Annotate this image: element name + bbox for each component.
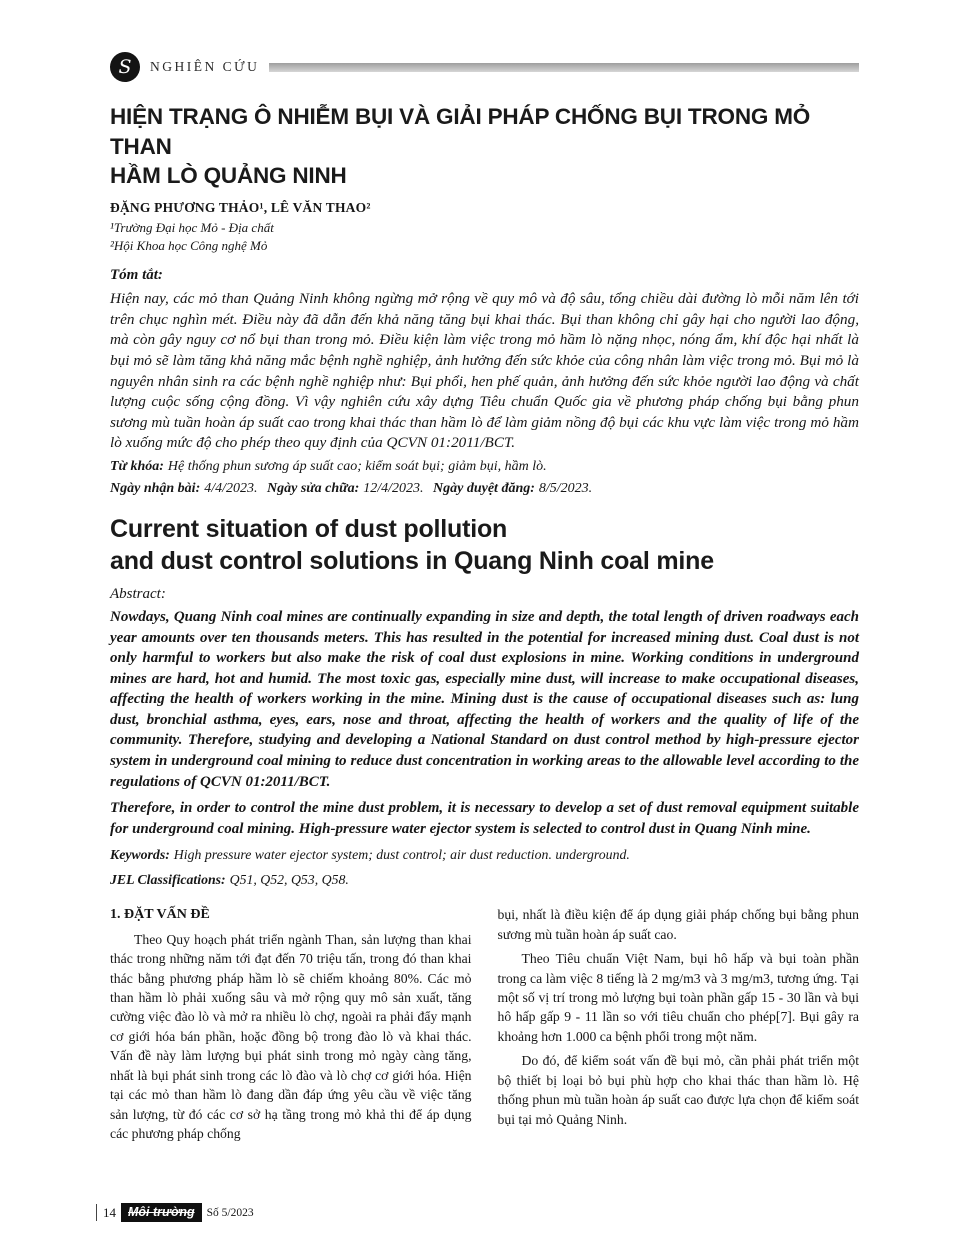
jel-label: JEL Classifications:	[110, 872, 226, 888]
date-received	[110, 481, 258, 496]
keywords-vi-line	[110, 457, 859, 476]
keywords-en-label: Keywords:	[110, 847, 170, 863]
affiliation-2: ²Hội Khoa học Công nghệ Mỏ	[110, 237, 268, 253]
footer-rule	[96, 1204, 97, 1221]
affiliations-block	[110, 219, 859, 254]
issue-label: Số 5/2023	[206, 1206, 254, 1219]
date-accepted-value: 8/5/2023.	[538, 480, 593, 496]
page-footer	[96, 1203, 254, 1222]
body-paragraph: Theo Quy hoạch phát triển ngành Than, sản lượng than khai thác trong những năm tới đạt đến 70 triệu tấn, trong đó than khai thác bằng phương pháp hầm lò sẽ chiếm khoảng 80%. Các mỏ than hầm lò phải xuống sâu và mở rộng quy mô sản xuất, tăng cường việc đào lò và mở ra nhiều lò chợ, ngoài ra phải đẩy mạnh cơ giới hóa bán phần, hoặc đồng bộ trong đào lò và khai thác. Vấn đề này làm lượng bụi phát sinh trong mỏ ngày càng tăng, nhất là bụi phát sinh trong các lò đào và lò chợ cơ giới hóa. Hiện tại các mỏ than hầm lò đang dần đáp ứng yêu cầu về việc tăng sản lượng, từ đó các cơ sở hạ tầng trong mỏ khả thi để áp dụng các phương pháp chống	[110, 931, 472, 1141]
keywords-vi-text: Hệ thống phun sương áp suất cao; kiểm soát bụi; giảm bụi, hầm lò.	[167, 458, 547, 474]
jel-line	[110, 871, 859, 889]
section-1-heading: 1. ĐẶT VẤN ĐỀ	[110, 907, 210, 923]
date-revised-label: Ngày sửa chữa:	[267, 480, 360, 496]
article-title-vi	[110, 102, 859, 191]
authors-line: ĐẶNG PHƯƠNG THẢO¹, LÊ VĂN THAO²	[110, 200, 371, 216]
keywords-en-line	[110, 846, 859, 864]
title-en-line-1: Current situation of dust pollution	[110, 514, 508, 543]
title-en-line-2: and dust control solutions in Quang Ninh coal mine	[110, 546, 714, 575]
keywords-en-text: High pressure water ejector system; dust control; air dust reduction. underground.	[173, 847, 630, 863]
page-number: 14	[103, 1204, 116, 1220]
date-accepted-label: Ngày duyệt đăng:	[433, 480, 535, 496]
body-columns	[110, 905, 859, 1143]
page-header	[110, 52, 859, 82]
body-column-left	[110, 905, 472, 1143]
date-received-label: Ngày nhận bài:	[110, 480, 201, 496]
date-received-value: 4/4/2023.	[204, 480, 258, 496]
header-rule	[269, 63, 859, 72]
journal-name-badge: Môi trường	[121, 1203, 202, 1222]
abstract-vi-text: Hiện nay, các mỏ than Quảng Ninh không ngừng mở rộng về quy mô và độ sâu, tổng chiều dài đường lò mỗi năm lên tới trên chục nghìn mét. Điều này đã dẫn đến khả năng tăng bụi khai thác. Bụi than không chỉ gây hại cho người lao động, mà còn gây nguy cơ nổ bụi than trong mỏ. Điều kiện làm việc trong mỏ hầm lò nặng nhọc, nóng ẩm, khí độc hại nhất là bụi mỏ sẽ làm tăng khả năng mắc bệnh nghề nghiệp, ảnh hưởng đến sức khỏe của công nhân làm việc trong mỏ. Bụi mỏ là nguyên nhân sinh ra các bệnh nghề nghiệp như: Bụi phổi, hen phế quản, ảnh hưởng đến sức khỏe người lao động và chất lượng cuộc sống cộng đồng. Vì vậy nghiên cứu xây dựng Tiêu chuẩn Quốc gia về phương pháp chống bụi bằng phun sương mù tuần hoàn áp suất cao trong khai thác than hầm lò để làm giảm nồng độ bụi các khu vực làm việc trong mỏ hầm lò xuống mức độ cho phép theo quy định của QCVN 01:2011/BCT.	[110, 290, 859, 452]
abstract-en-label: Abstract:	[110, 585, 166, 602]
keywords-vi-label: Từ khóa:	[110, 458, 164, 474]
affiliation-1: ¹Trường Đại học Mỏ - Địa chất	[110, 220, 274, 236]
body-paragraph: Theo Tiêu chuẩn Việt Nam, bụi hô hấp và bụi toàn phần trong ca làm việc 8 tiếng là 2 mg/m3 và 3 mg/m3, tương ứng. Tại một số vị trí trong mỏ lượng bụi toàn phần gấp 15 - 30 lần và bụi hô hấp gấp 9 - 11 lần so với tiêu chuẩn cho phép[7]. Bụi gây ra khoảng hơn 1.000 ca bệnh phổi trong một năm.	[497, 951, 859, 1044]
date-revised-value: 12/4/2023.	[363, 480, 424, 496]
journal-logo-icon: S	[110, 52, 140, 82]
date-revised	[267, 481, 424, 496]
jel-text: Q51, Q52, Q53, Q58.	[229, 872, 349, 888]
abstract-en-paragraph-1: Nowdays, Quang Ninh coal mines are continually expanding in size and depth, the total length of driven roadways each year amounts over ten thousands meters. This has resulted in the potential for increased mining dust. Coal dust is not only harmful to workers but also make the risk of coal dust explosions in mine. Working conditions in underground mines are hard, hot and humid. The most toxic gas, especially mine dust, will increase to make occupational diseases, affecting the health of workers working in the mine. Mining dust is the cause of occupational diseases such as: lung dust, bronchial asthma, eyes, ears, nose and throat, affecting the health of workers and the quality of life of the community. Therefore, studying and developing a National Standard on dust control method by high-pressure ejector system in underground coal mining to reduce dust concentration in working areas to the allowable level according to the regulations of QCVN 01:2011/BCT.	[110, 608, 859, 790]
abstract-en-paragraph-2: Therefore, in order to control the mine dust problem, it is necessary to develop a set of dust removal equipment suitable for underground coal mining. High-pressure water ejector system is selected to control dust in Quang Ninh mine.	[110, 800, 859, 837]
body-paragraph: bụi, nhất là điều kiện để áp dụng giải pháp chống bụi bằng phun sương mù tuần hoàn áp suất cao.	[497, 907, 859, 942]
dates-line	[110, 479, 859, 498]
title-vi-line-1: HIỆN TRẠNG Ô NHIỄM BỤI VÀ GIẢI PHÁP CHỐNG BỤI TRONG MỎ THAN	[110, 104, 811, 159]
abstract-vi-label: Tóm tắt:	[110, 267, 163, 284]
body-column-right	[498, 905, 860, 1143]
article-title-en	[110, 513, 859, 577]
title-vi-line-2: HẦM LÒ QUẢNG NINH	[110, 163, 347, 189]
date-accepted	[433, 481, 592, 496]
section-label: NGHIÊN CỨU	[150, 59, 260, 74]
body-paragraph: Do đó, để kiểm soát vấn đề bụi mỏ, cần phải phát triển một bộ thiết bị loại bỏ bụi phù hợp cho khai thác than hầm lò. Hệ thống phun mù tuần hoàn áp suất cao được lựa chọn để kiểm soát bụi tại mỏ Quảng Ninh.	[497, 1053, 859, 1127]
